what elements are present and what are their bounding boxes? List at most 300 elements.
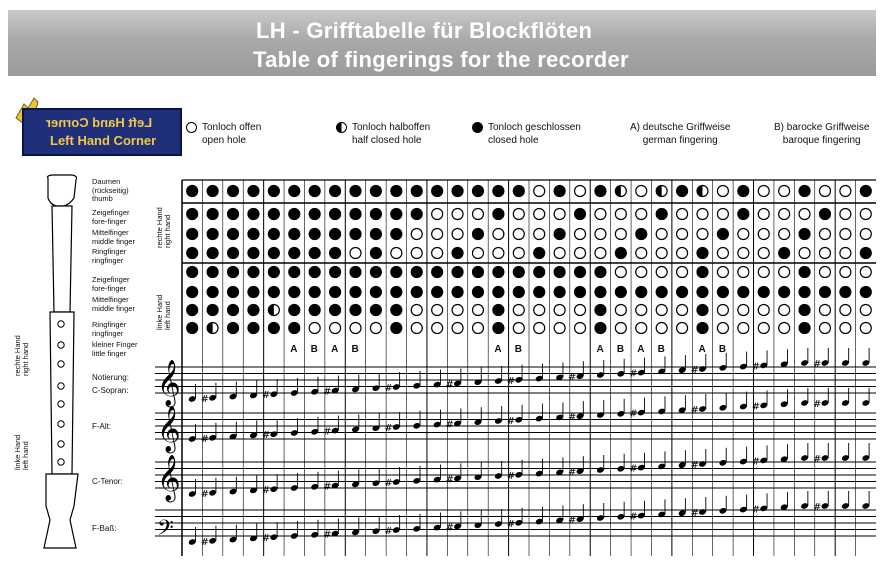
closed-hole-icon — [493, 305, 504, 316]
open-hole-icon — [656, 248, 667, 259]
closed-hole-icon — [554, 229, 565, 240]
ab-letter: B — [657, 344, 665, 355]
closed-hole-icon — [391, 323, 402, 334]
closed-hole-icon — [411, 186, 422, 197]
closed-hole-icon — [289, 186, 300, 197]
closed-hole-icon — [350, 186, 361, 197]
open-hole-icon — [819, 267, 830, 278]
open-hole-icon — [779, 186, 790, 197]
open-hole-icon — [677, 305, 688, 316]
closed-hole-icon — [309, 186, 320, 197]
sharp-icon: # — [323, 481, 332, 493]
open-hole-icon — [738, 323, 749, 334]
closed-hole-icon — [840, 287, 851, 298]
open-hole-icon — [636, 323, 647, 334]
closed-hole-icon — [391, 305, 402, 316]
open-hole-icon — [554, 248, 565, 259]
open-hole-icon — [819, 186, 830, 197]
label-left-hand-flute: linke Hand left hand — [13, 434, 30, 470]
closed-hole-icon — [697, 267, 708, 278]
closed-hole-icon — [391, 267, 402, 278]
sharp-icon: # — [506, 375, 516, 387]
open-hole-icon — [738, 229, 749, 240]
sharp-icon: # — [506, 518, 516, 530]
closed-hole-icon — [289, 305, 300, 316]
open-hole-icon — [493, 248, 504, 259]
closed-hole-icon — [799, 186, 810, 197]
closed-hole-icon — [697, 323, 708, 334]
open-hole-icon — [370, 323, 381, 334]
label-bass: F-Baß: — [92, 524, 117, 533]
open-hole-icon — [758, 248, 769, 259]
open-hole-icon — [656, 323, 667, 334]
open-hole-icon — [391, 248, 402, 259]
open-hole-icon — [677, 209, 688, 220]
open-hole-icon — [615, 323, 626, 334]
label-soprano: C-Sopran: — [92, 386, 129, 395]
closed-hole-icon — [595, 186, 606, 197]
open-hole-icon — [636, 248, 647, 259]
tone-hole-icon — [58, 441, 64, 447]
closed-hole-icon — [493, 287, 504, 298]
closed-hole-icon — [615, 248, 626, 259]
open-hole-icon — [432, 209, 443, 220]
sharp-icon: # — [568, 372, 577, 384]
ab-letter: B — [310, 344, 318, 355]
open-hole-icon — [758, 267, 769, 278]
closed-hole-icon — [554, 267, 565, 278]
closed-hole-icon — [248, 287, 259, 298]
open-hole-icon — [636, 305, 647, 316]
open-hole-icon — [656, 305, 667, 316]
closed-hole-icon — [207, 186, 218, 197]
open-hole-icon — [452, 323, 463, 334]
label-index-left: Zeigefinger fore-finger — [92, 275, 130, 293]
sharp-icon: # — [751, 361, 761, 373]
open-hole-icon — [717, 267, 728, 278]
label-thumb: Daumen (rückseitig) thumb — [92, 177, 129, 203]
closed-hole-icon — [268, 229, 279, 240]
open-hole-icon — [840, 305, 851, 316]
label-ring-left: Ringfinger ringfinger — [92, 320, 127, 338]
open-hole-icon — [636, 186, 647, 197]
label-tenor: C-Tenor: — [92, 477, 123, 486]
closed-hole-icon — [248, 323, 259, 334]
closed-hole-icon — [268, 323, 279, 334]
closed-hole-icon — [493, 186, 504, 197]
closed-hole-icon — [452, 186, 463, 197]
open-hole-icon — [575, 248, 586, 259]
open-hole-icon — [411, 323, 422, 334]
closed-hole-icon — [452, 248, 463, 259]
closed-hole-icon — [370, 186, 381, 197]
open-hole-icon — [411, 248, 422, 259]
open-hole-icon — [534, 229, 545, 240]
open-hole-icon — [677, 248, 688, 259]
ab-letter: B — [718, 344, 727, 355]
sharp-icon: # — [200, 488, 210, 500]
open-hole-icon — [615, 209, 626, 220]
ab-letter: B — [616, 344, 625, 355]
recorder-head — [48, 175, 77, 206]
open-hole-icon — [819, 305, 830, 316]
closed-hole-icon — [391, 186, 402, 197]
closed-hole-icon — [309, 209, 320, 220]
sharp-icon: # — [690, 405, 699, 416]
open-hole-icon — [738, 248, 749, 259]
open-hole-icon — [513, 248, 524, 259]
closed-hole-icon — [575, 287, 586, 298]
tone-hole-icon — [58, 421, 64, 427]
open-hole-icon — [493, 229, 504, 240]
open-hole-icon — [819, 229, 830, 240]
open-hole-icon — [350, 323, 361, 334]
ab-letter: A — [637, 344, 645, 355]
closed-hole-icon — [228, 248, 239, 259]
sharp-icon: # — [200, 536, 210, 548]
closed-hole-icon — [228, 287, 239, 298]
closed-hole-icon — [391, 209, 402, 220]
open-hole-icon — [554, 305, 565, 316]
bass-clef-icon: 𝄢 — [157, 516, 174, 546]
open-hole-icon — [717, 248, 728, 259]
title-prefix: LH - — [256, 18, 300, 43]
closed-hole-icon — [350, 209, 361, 220]
open-hole-icon — [472, 209, 483, 220]
sharp-icon: # — [445, 522, 454, 534]
closed-hole-icon — [330, 248, 341, 259]
sharp-icon: # — [751, 456, 761, 468]
closed-hole-icon — [309, 305, 320, 316]
legend-open-de: Tonloch offen — [202, 122, 262, 133]
sharp-icon: # — [384, 423, 393, 434]
open-hole-icon — [717, 323, 728, 334]
closed-hole-icon — [717, 287, 728, 298]
legend-german-en: german fingering — [642, 135, 718, 146]
open-hole-icon — [860, 305, 871, 316]
open-hole-icon — [860, 267, 871, 278]
closed-hole-icon — [391, 229, 402, 240]
sharp-icon: # — [200, 433, 210, 445]
sharp-icon: # — [751, 504, 761, 516]
legend-german-de: A) deutsche Griffweise — [630, 122, 731, 133]
open-hole-icon — [575, 186, 586, 197]
open-hole-icon — [472, 305, 483, 316]
sharp-icon: # — [261, 430, 271, 442]
closed-hole-icon — [330, 305, 341, 316]
open-hole-icon — [860, 229, 871, 240]
open-hole-icon — [799, 209, 810, 220]
closed-hole-icon — [370, 229, 381, 240]
closed-hole-icon — [595, 323, 606, 334]
closed-hole-icon — [656, 209, 667, 220]
open-hole-icon — [758, 229, 769, 240]
closed-hole-icon — [819, 287, 830, 298]
closed-hole-icon — [187, 186, 198, 197]
closed-hole-icon — [228, 323, 239, 334]
closed-hole-icon — [350, 287, 361, 298]
legend-baroque-en: baroque fingering — [782, 135, 861, 146]
logo-text: Left Hand Corner — [50, 133, 157, 148]
label-right-hand-table: rechte Hand right hand — [155, 207, 172, 248]
closed-hole-icon — [452, 267, 463, 278]
closed-hole-icon — [493, 323, 504, 334]
open-hole-icon — [513, 323, 524, 334]
open-hole-icon — [738, 305, 749, 316]
closed-hole-icon — [207, 229, 218, 240]
open-hole-icon — [432, 248, 443, 259]
label-little: kleiner Finger little finger — [92, 340, 138, 358]
sharp-icon: # — [568, 515, 577, 527]
sharp-icon: # — [751, 401, 761, 413]
closed-hole-icon — [819, 209, 830, 220]
open-hole-icon — [656, 267, 667, 278]
sharp-icon: # — [200, 393, 210, 405]
closed-hole-icon — [248, 186, 259, 197]
closed-hole-icon — [860, 248, 871, 259]
open-hole-icon — [779, 209, 790, 220]
closed-hole-icon — [697, 248, 708, 259]
closed-hole-icon — [350, 267, 361, 278]
closed-hole-icon — [411, 287, 422, 298]
sharp-icon: # — [629, 463, 638, 475]
recorder-foot — [44, 474, 78, 548]
closed-hole-icon — [432, 287, 443, 298]
closed-hole-icon — [228, 186, 239, 197]
closed-hole-icon — [370, 305, 381, 316]
sharp-icon: # — [568, 467, 577, 479]
tone-hole-icon — [58, 361, 64, 367]
closed-hole-icon — [799, 305, 810, 316]
open-hole-icon — [717, 209, 728, 220]
open-hole-icon — [677, 229, 688, 240]
open-hole-icon — [615, 305, 626, 316]
open-hole-icon — [452, 209, 463, 220]
open-hole-icon — [432, 323, 443, 334]
sharp-icon: # — [323, 386, 332, 398]
closed-hole-icon — [799, 287, 810, 298]
closed-hole-icon — [248, 209, 259, 220]
sharp-icon: # — [629, 368, 638, 380]
open-hole-icon — [513, 209, 524, 220]
label-notation: Notierung: — [92, 373, 129, 382]
sharp-icon: # — [261, 533, 271, 545]
legend-closed-en: closed hole — [488, 135, 539, 146]
open-hole-icon — [840, 267, 851, 278]
open-hole-icon — [595, 209, 606, 220]
sharp-icon: # — [812, 502, 822, 513]
open-hole-icon — [513, 305, 524, 316]
open-hole-icon — [840, 209, 851, 220]
open-hole-icon — [432, 305, 443, 316]
open-hole-icon — [819, 248, 830, 259]
ab-letter: A — [331, 344, 339, 355]
closed-hole-icon — [493, 209, 504, 220]
open-hole-icon — [738, 267, 749, 278]
legend-closed-de: Tonloch geschlossen — [488, 122, 581, 133]
sharp-icon: # — [568, 412, 577, 424]
closed-hole-icon — [207, 248, 218, 259]
closed-hole-icon — [330, 229, 341, 240]
open-hole-icon — [350, 248, 361, 259]
open-hole-icon — [779, 267, 790, 278]
closed-hole-icon — [513, 267, 524, 278]
sharp-icon: # — [384, 383, 393, 394]
closed-hole-icon — [370, 209, 381, 220]
open-hole-icon — [575, 229, 586, 240]
closed-hole-icon — [289, 248, 300, 259]
closed-hole-icon — [779, 248, 790, 259]
open-hole-icon — [534, 209, 545, 220]
closed-hole-icon — [615, 287, 626, 298]
treble-clef-icon: 𝄞 — [157, 360, 181, 406]
open-hole-icon — [656, 229, 667, 240]
closed-hole-icon — [289, 287, 300, 298]
closed-hole-icon — [513, 287, 524, 298]
ab-letter: A — [596, 344, 604, 355]
open-hole-icon — [595, 229, 606, 240]
closed-hole-icon — [656, 287, 667, 298]
closed-hole-icon — [452, 287, 463, 298]
label-left-hand-table: linke Hand left hand — [155, 294, 172, 330]
label-alto: F-Alt: — [92, 422, 112, 431]
open-hole-icon — [452, 229, 463, 240]
sharp-icon: # — [812, 454, 822, 465]
closed-hole-icon — [289, 209, 300, 220]
ab-letter: A — [698, 344, 706, 355]
closed-hole-icon — [268, 248, 279, 259]
closed-hole-icon — [187, 229, 198, 240]
sharp-icon: # — [323, 529, 332, 541]
sharp-icon: # — [323, 426, 332, 438]
closed-hole-icon — [411, 267, 422, 278]
open-hole-icon — [309, 323, 320, 334]
open-hole-icon — [758, 305, 769, 316]
title-de-text: Grifftabelle für Blockflöten — [306, 18, 593, 43]
title-english: Table of fingerings for the recorder — [253, 47, 629, 72]
open-hole-icon — [840, 323, 851, 334]
sharp-icon: # — [690, 508, 699, 519]
open-hole-icon — [697, 209, 708, 220]
closed-hole-icon — [779, 287, 790, 298]
sharp-icon: # — [506, 470, 516, 482]
tone-hole-icon — [58, 459, 64, 465]
sharp-icon: # — [445, 474, 454, 486]
closed-hole-icon — [472, 229, 483, 240]
closed-hole-icon — [370, 287, 381, 298]
open-hole-icon — [860, 323, 871, 334]
closed-hole-icon — [758, 287, 769, 298]
closed-hole-icon — [207, 305, 218, 316]
open-hole-icon — [840, 186, 851, 197]
recorder-middle-body — [50, 312, 74, 474]
open-hole-icon — [677, 323, 688, 334]
sharp-icon: # — [690, 365, 699, 376]
open-hole-icon — [758, 186, 769, 197]
closed-hole-icon — [248, 267, 259, 278]
closed-hole-icon — [411, 209, 422, 220]
closed-hole-icon — [228, 267, 239, 278]
sharp-icon: # — [384, 478, 393, 489]
open-hole-icon — [779, 229, 790, 240]
sharp-icon: # — [812, 399, 822, 410]
open-hole-icon — [554, 209, 565, 220]
closed-hole-icon — [677, 287, 688, 298]
closed-hole-icon — [187, 305, 198, 316]
open-hole-icon — [432, 229, 443, 240]
label-middle-left: Mittelfinger middle finger — [92, 295, 135, 313]
closed-hole-icon — [554, 186, 565, 197]
open-hole-icon — [636, 209, 647, 220]
closed-hole-icon — [472, 186, 483, 197]
closed-hole-icon — [228, 305, 239, 316]
closed-hole-icon — [738, 186, 749, 197]
closed-hole-icon — [187, 267, 198, 278]
closed-hole-icon — [309, 287, 320, 298]
closed-hole-icon — [595, 287, 606, 298]
closed-hole-icon — [595, 305, 606, 316]
open-hole-icon — [799, 248, 810, 259]
open-hole-icon — [819, 323, 830, 334]
closed-hole-icon — [330, 267, 341, 278]
open-hole-icon — [779, 305, 790, 316]
closed-hole-icon — [799, 267, 810, 278]
tone-hole-icon — [58, 321, 64, 327]
closed-hole-icon — [248, 305, 259, 316]
tone-hole-icon — [58, 401, 64, 407]
closed-hole-icon — [799, 229, 810, 240]
closed-hole-icon — [472, 267, 483, 278]
closed-hole-icon — [432, 267, 443, 278]
closed-hole-icon — [268, 267, 279, 278]
treble-clef-icon: 𝄞 — [157, 455, 181, 501]
closed-hole-icon — [289, 267, 300, 278]
closed-hole-icon — [432, 186, 443, 197]
label-index-right: Zeigefinger fore-finger — [92, 208, 130, 226]
sharp-icon: # — [261, 390, 271, 402]
open-hole-icon — [595, 248, 606, 259]
open-hole-icon — [615, 267, 626, 278]
sharp-icon: # — [506, 415, 516, 427]
closed-hole-icon — [228, 209, 239, 220]
open-hole-icon — [840, 229, 851, 240]
closed-hole-icon — [187, 323, 198, 334]
closed-hole-icon — [207, 287, 218, 298]
sharp-icon: # — [690, 460, 699, 471]
open-hole-icon — [534, 305, 545, 316]
open-hole-icon — [615, 229, 626, 240]
closed-hole-icon — [391, 287, 402, 298]
closed-hole-icon — [309, 267, 320, 278]
open-hole-icon — [534, 323, 545, 334]
sharp-icon: # — [629, 511, 638, 523]
closed-hole-icon — [187, 287, 198, 298]
tone-hole-icon — [58, 383, 64, 389]
legend-half-de: Tonloch halboffen — [352, 122, 431, 133]
closed-hole-icon — [534, 267, 545, 278]
closed-hole-icon — [370, 248, 381, 259]
open-hole-icon — [411, 305, 422, 316]
label-right-hand-flute: rechte Hand right hand — [13, 335, 30, 376]
open-hole-icon — [860, 209, 871, 220]
closed-hole-icon — [697, 287, 708, 298]
closed-hole-icon — [330, 186, 341, 197]
treble-clef-icon: 𝄞 — [157, 406, 181, 452]
open-hole-icon — [472, 248, 483, 259]
open-hole-icon — [717, 305, 728, 316]
closed-hole-icon — [534, 248, 545, 259]
ab-letter: A — [290, 344, 298, 355]
